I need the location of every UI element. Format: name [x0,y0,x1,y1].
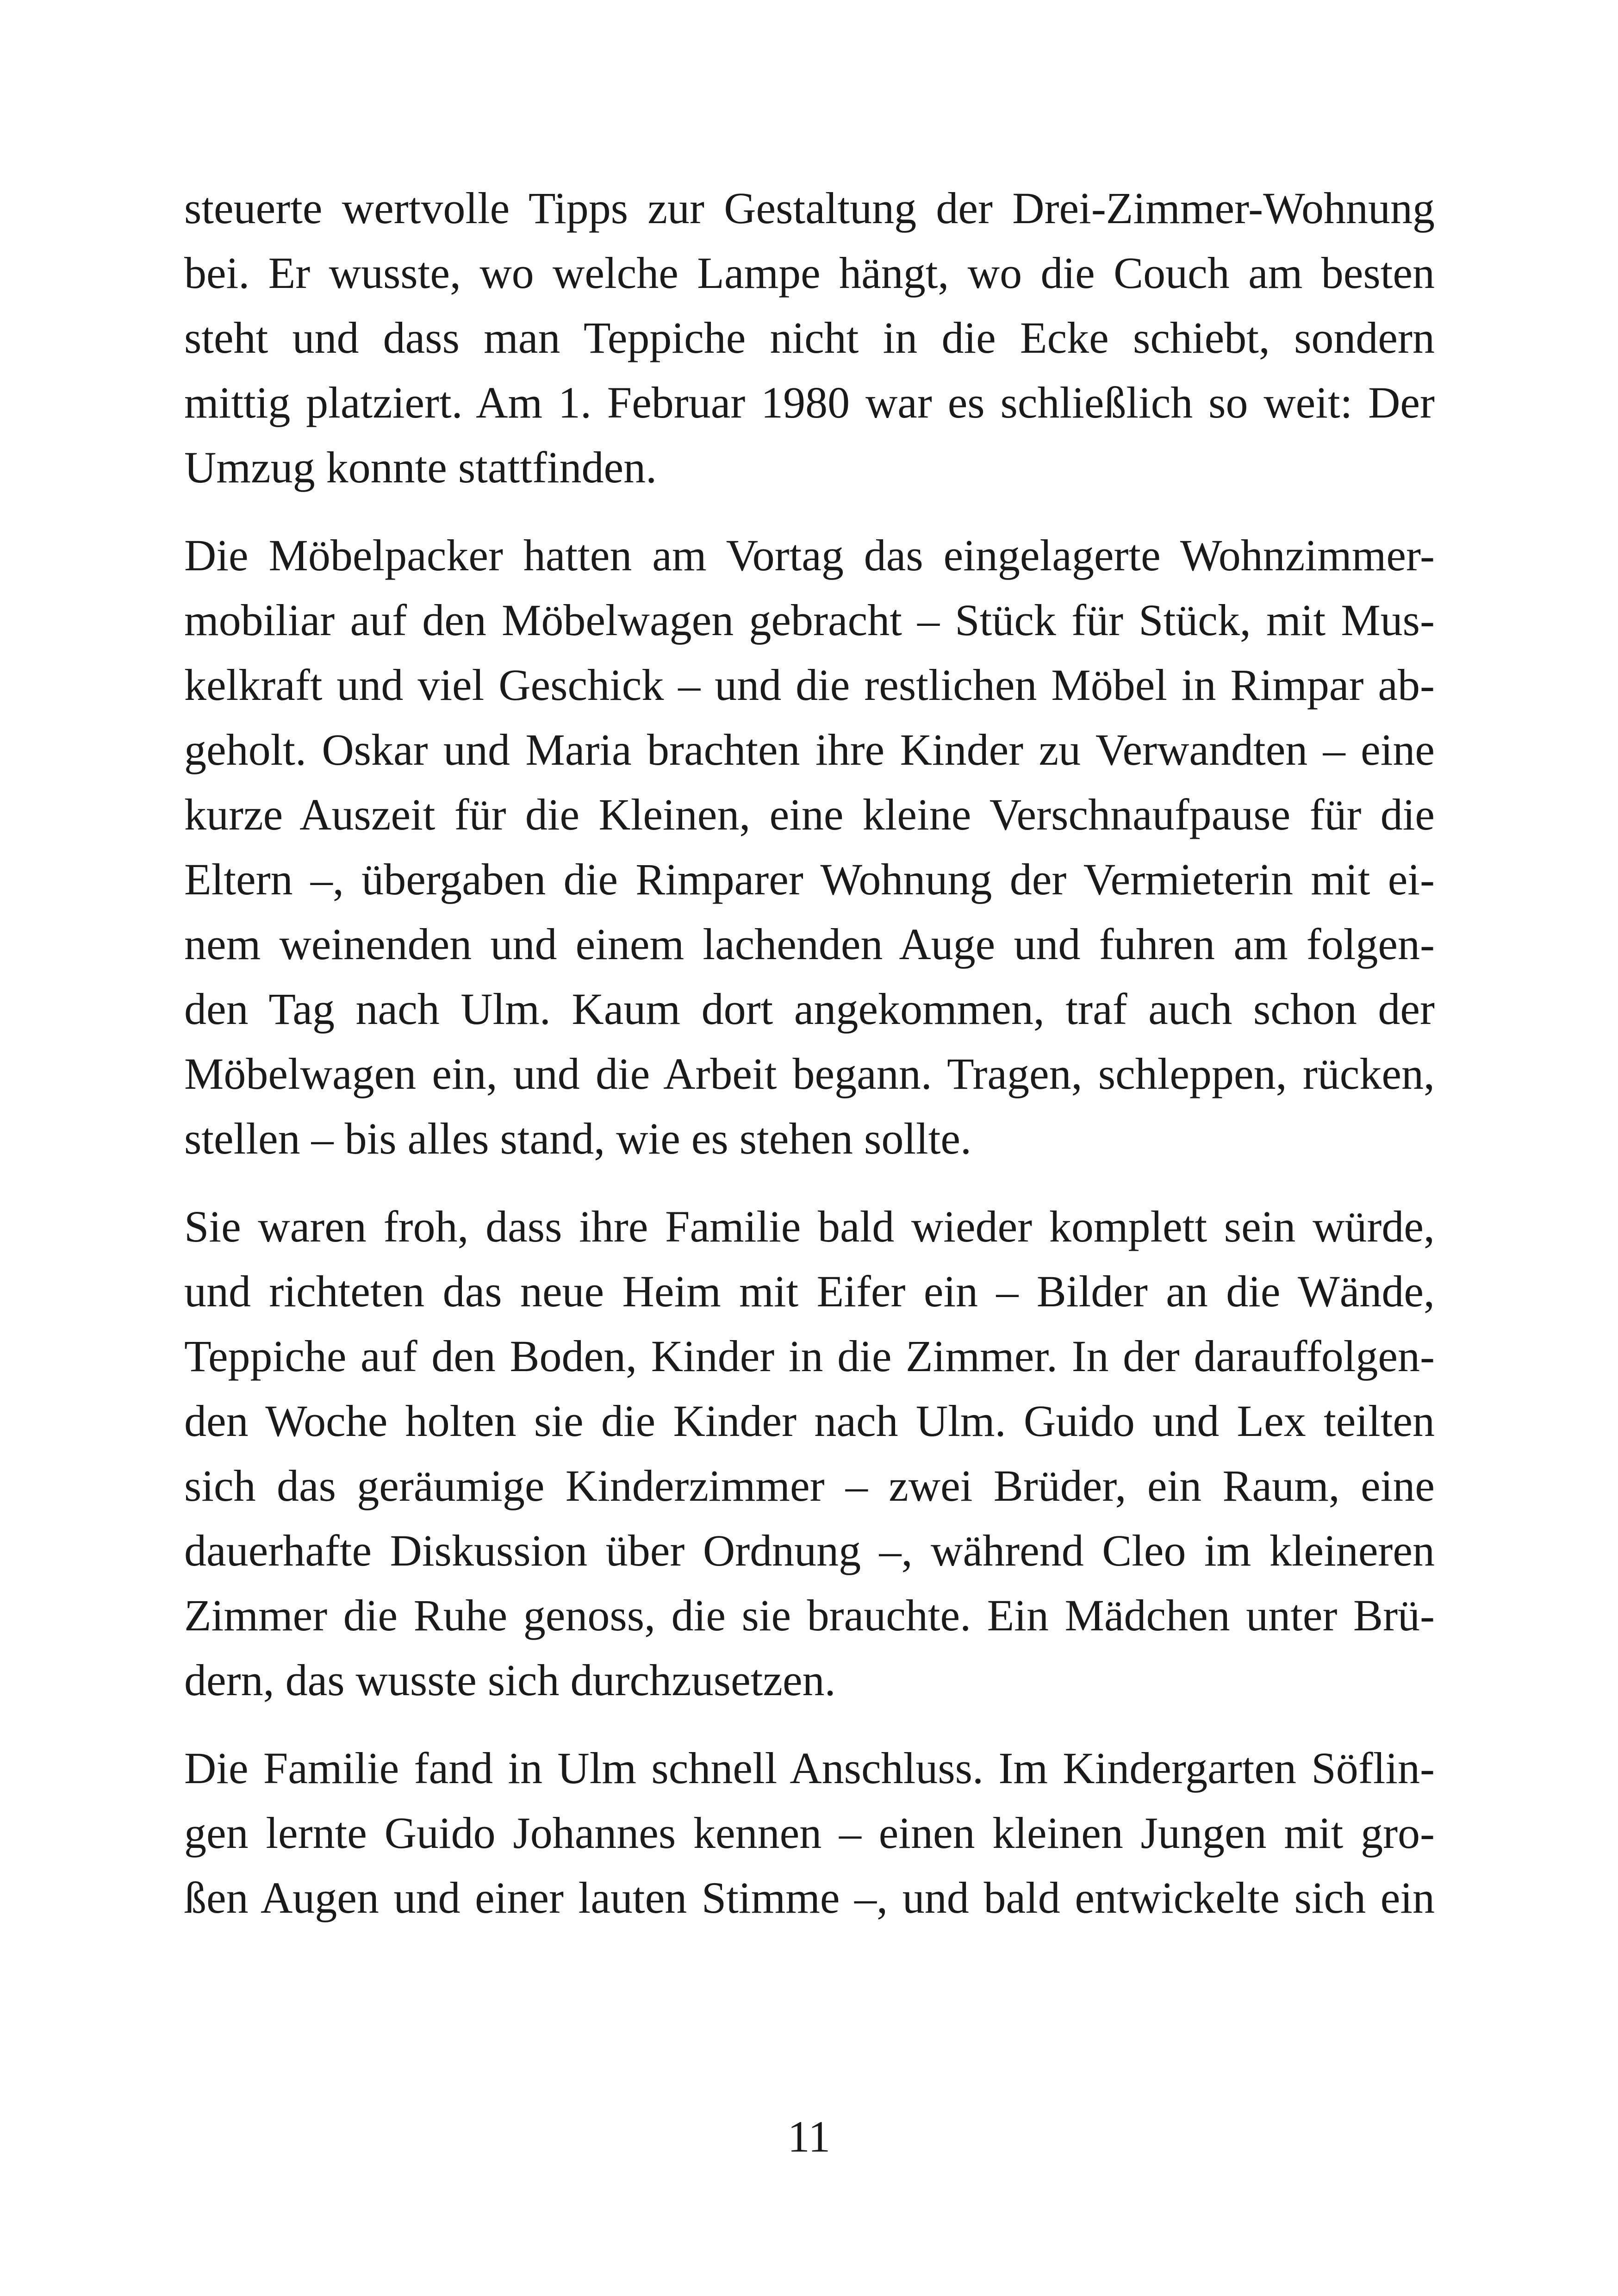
text-line: sich das geräumige Kinderzimmer – zwei Brüder, ein Raum, eine [184,1461,1435,1510]
text-line: und richteten das neue Heim mit Eifer ein – Bilder an die Wände, [184,1267,1435,1316]
text-line: gen lernte Guido Johannes kennen – einen kleinen Jungen mit gro- [184,1808,1435,1858]
paragraph-4 [184,1736,1435,1930]
text-line: Sie waren froh, dass ihre Familie bald wieder komplett sein würde, [184,1202,1435,1251]
text-line: Die Familie fand in Ulm schnell Anschluss. Im Kindergarten Söflin- [184,1743,1435,1793]
body-text [184,176,1435,1930]
paragraph-2 [184,523,1435,1171]
text-line: steuerte wertvolle Tipps zur Gestaltung der Drei-Zimmer-Wohnung [184,183,1435,233]
text-line: ßen Augen und einer lauten Stimme –, und bald entwickelte sich ein [184,1873,1435,1922]
text-line: mobiliar auf den Möbelwagen gebracht – Stück für Stück, mit Mus- [184,595,1435,645]
text-line: Umzug konnte stattfinden. [184,443,657,492]
text-line: den Woche holten sie die Kinder nach Ulm. Guido und Lex teilten [184,1396,1435,1446]
text-line: dern, das wusste sich durchzusetzen. [184,1655,836,1705]
paragraph-1 [184,176,1435,500]
paragraph-3 [184,1194,1435,1713]
text-line: Teppiche auf den Boden, Kinder in die Zimmer. In der darauffolgen- [184,1331,1435,1381]
text-line: nem weinenden und einem lachenden Auge und fuhren am folgen- [184,919,1435,969]
text-line: Zimmer die Ruhe genoss, die sie brauchte. Ein Mädchen unter Brü- [184,1591,1435,1640]
text-line: dauerhafte Diskussion über Ordnung –, während Cleo im kleineren [184,1526,1435,1575]
text-line: kelkraft und viel Geschick – und die restlichen Möbel in Rimpar ab- [184,660,1435,710]
text-line: geholt. Oskar und Maria brachten ihre Kinder zu Verwandten – eine [184,725,1435,774]
text-line: Eltern –, übergaben die Rimparer Wohnung der Vermieterin mit ei- [184,855,1435,904]
text-line: kurze Auszeit für die Kleinen, eine kleine Verschnaufpause für die [184,790,1435,839]
text-line: bei. Er wusste, wo welche Lampe hängt, wo die Couch am besten [184,248,1435,298]
text-line: Möbelwagen ein, und die Arbeit begann. Tragen, schleppen, rücken, [184,1049,1435,1098]
text-line: mittig platziert. Am 1. Februar 1980 war es schließlich so weit: Der [184,378,1435,427]
text-line: Die Möbelpacker hatten am Vortag das eingelagerte Wohnzimmer- [184,530,1435,580]
text-line: den Tag nach Ulm. Kaum dort angekommen, traf auch schon der [184,984,1435,1034]
text-line: steht und dass man Teppiche nicht in die Ecke schiebt, sondern [184,313,1435,362]
page-number: 11 [787,2112,831,2161]
text-line: stellen – bis alles stand, wie es stehen sollte. [184,1114,971,1163]
